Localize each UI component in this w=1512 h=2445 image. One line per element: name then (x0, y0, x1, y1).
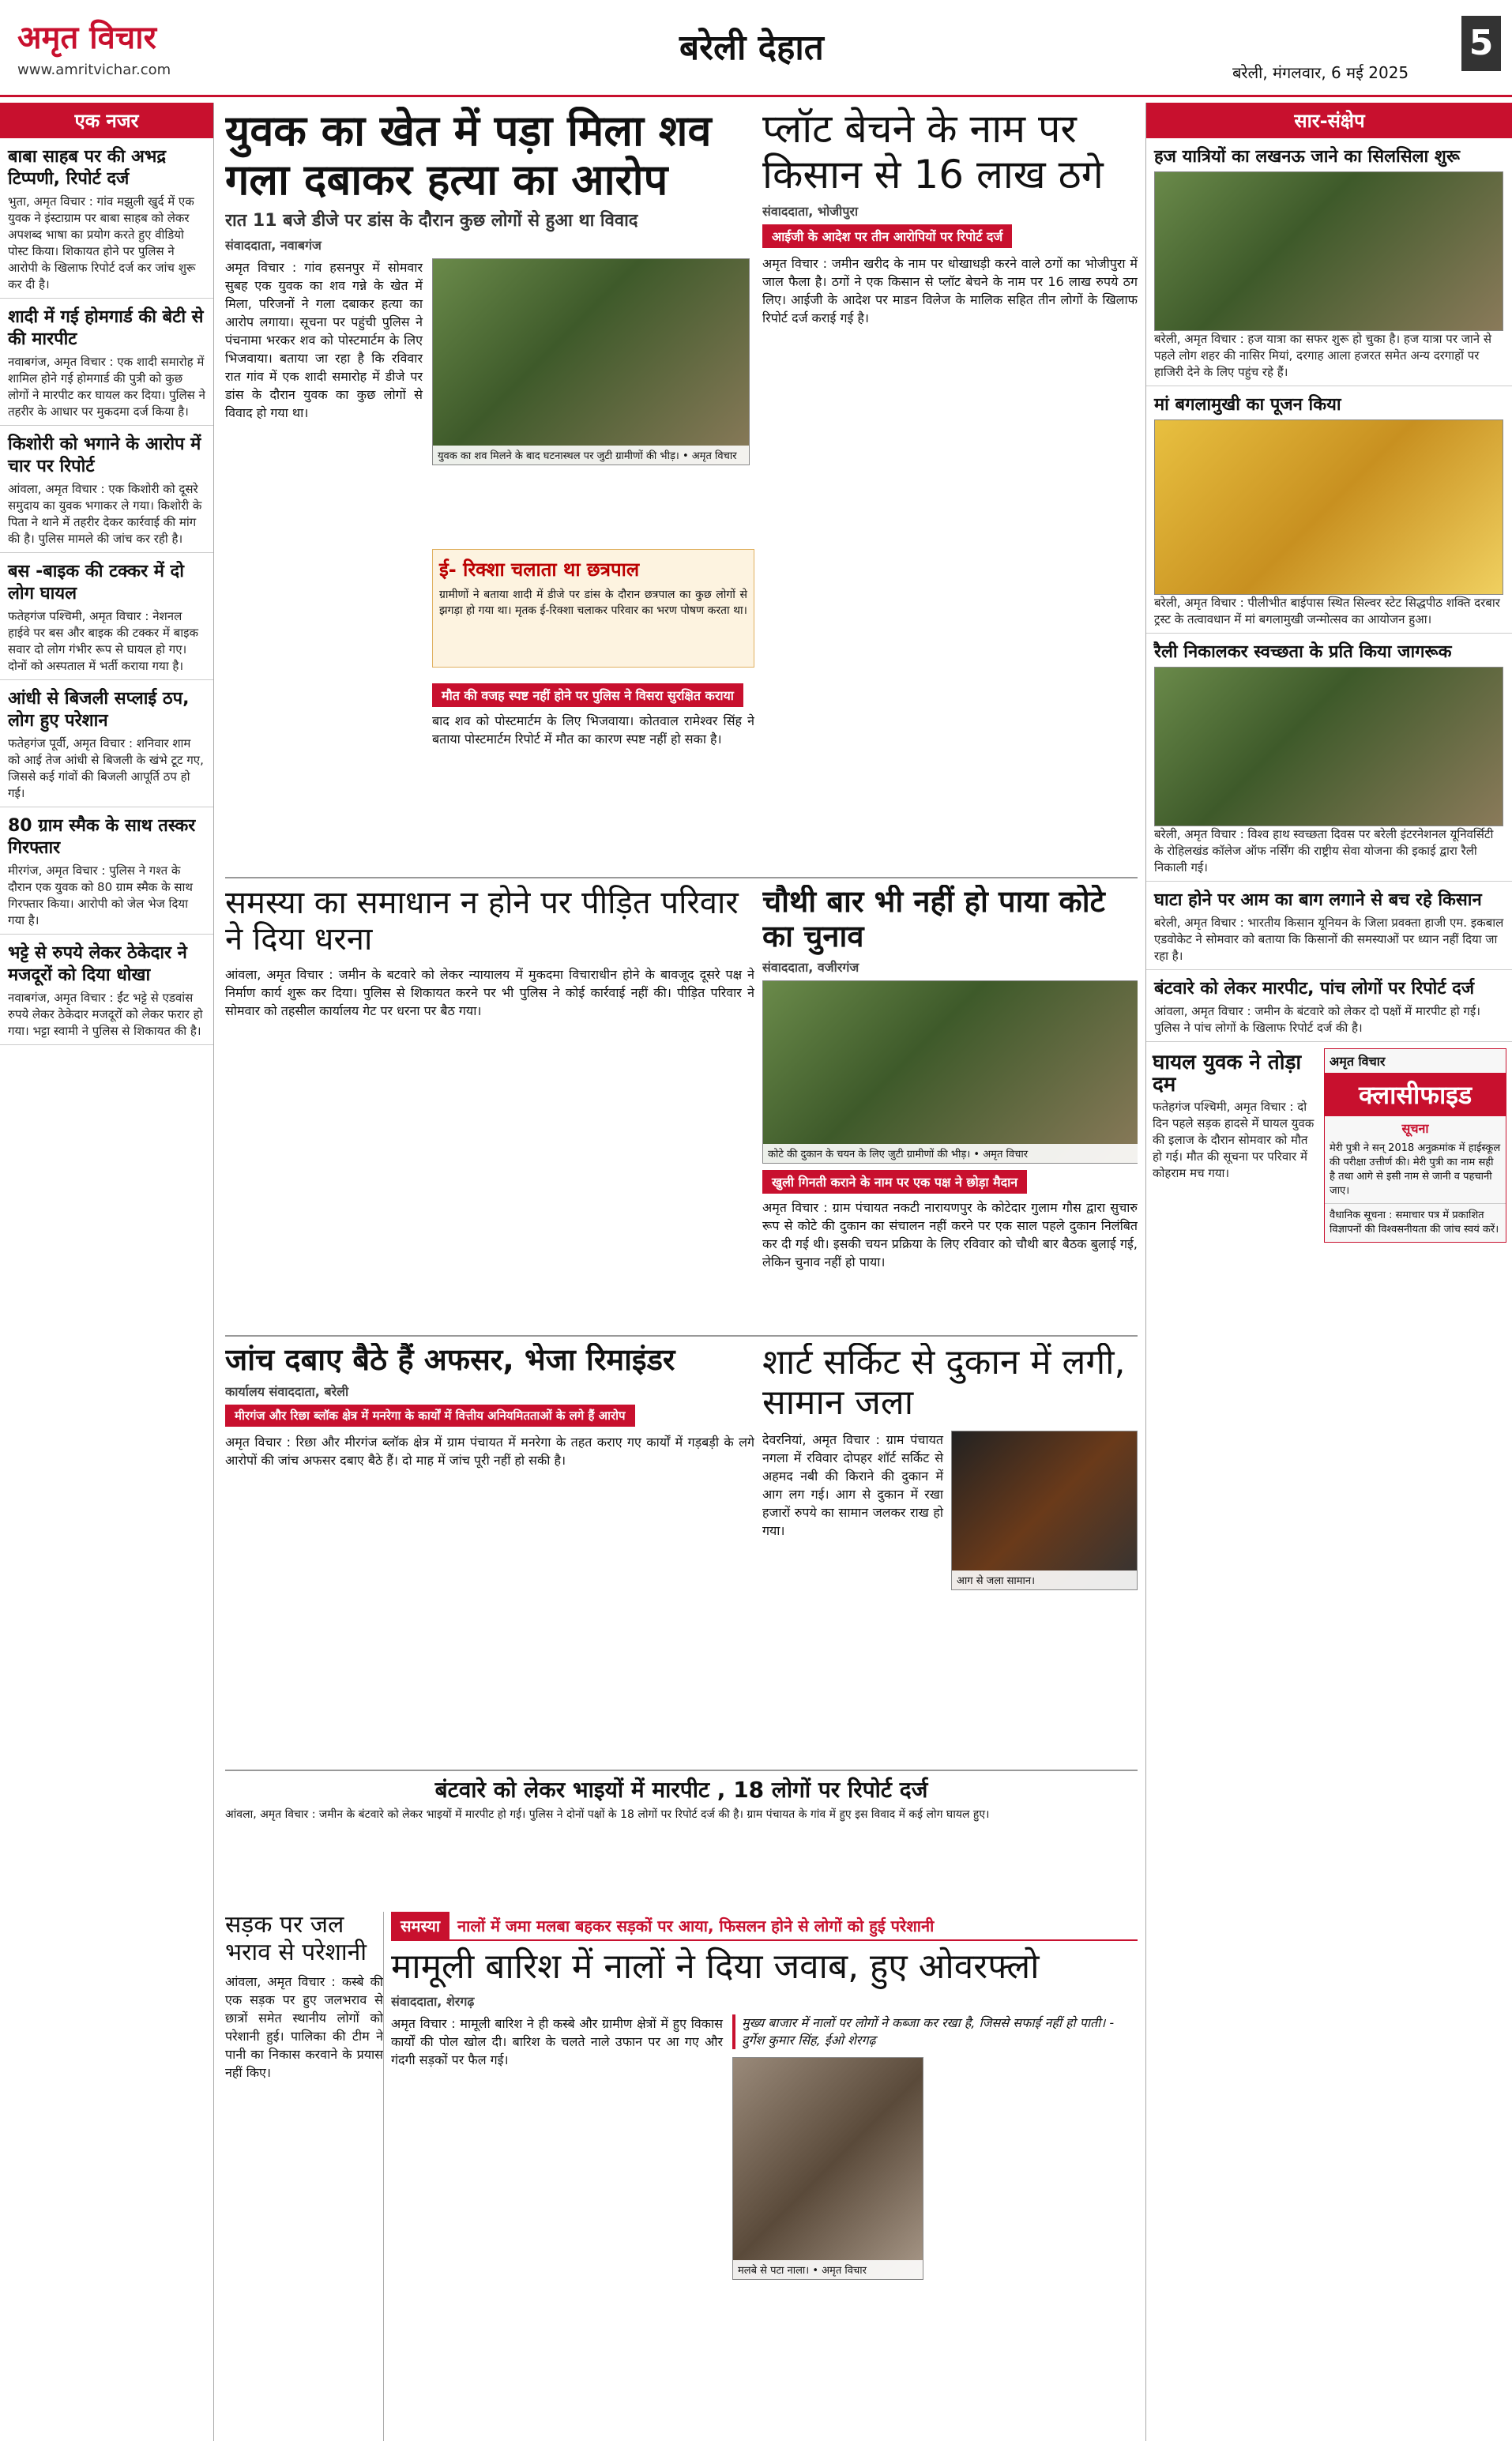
short-circuit-photo[interactable] (951, 1431, 1138, 1590)
brief-item[interactable] (1153, 1048, 1318, 1243)
lead-photo[interactable] (432, 258, 750, 465)
brief-item[interactable] (1146, 970, 1512, 1042)
short-circuit-text: देवरनियां, अमृत विचार : ग्राम पंचायत नगला में रविवार दोपहर शॉर्ट सर्किट से अहमद नबी की किराने की दुकान में आग लग गई। आग से दुकान में रखा हजारों रुपये का सामान जलकर राख हो गया। (762, 1432, 944, 1539)
divider (225, 1335, 1138, 1337)
brief-item[interactable] (0, 426, 213, 553)
brief-item[interactable] (1146, 634, 1512, 882)
brief-item[interactable] (0, 935, 213, 1045)
death-box (432, 683, 754, 748)
lead-headline: युवक का खेत में पड़ा मिला शव गला दबाकर हत्या का आरोप (225, 107, 712, 205)
short-circuit-photo-caption: आग से जला सामान। (952, 1570, 1137, 1589)
death-box-title: मौत की वजह स्पष्ट नहीं होने पर पुलिस ने विसरा सुरक्षित कराया (432, 683, 743, 707)
classified-title: क्लासीफाइड (1325, 1073, 1506, 1116)
brief-title: रैली निकालकर स्वच्छता के प्रति किया जागरूक (1154, 642, 1452, 662)
section-tag: सार-संक्षेप (1146, 103, 1512, 138)
erickshaw-title: ई- रिक्शा चलाता था छत्रपाल (439, 559, 640, 581)
jaanch-place: कार्यालय संवाददाता, बरेली (225, 1383, 349, 1399)
website-url[interactable]: www.amritvichar.com (17, 62, 171, 78)
bantware-headline: बंटवारे को लेकर भाइयों में मारपीट , 18 लोगों पर रिपोर्ट दर्ज (434, 1777, 928, 1803)
brief-text: फतेहगंज पूर्वी, अमृत विचार : शनिवार शाम को आई तेज आंधी से बिजली के खंभे टूट गए, जिससे कई गांवों की बिजली आपूर्ति ठप हो गई। (8, 736, 204, 800)
brief-title: 80 ग्राम स्मैक के साथ तस्कर गिरफ्तार (8, 816, 196, 858)
brief-text: आंवला, अमृत विचार : एक किशोरी को दूसरे समुदाय का युवक भगाकर ले गया। किशोरी के पिता ने थाने में तहरीर देकर कार्रवाई की मांग की है। पुलिस मामले की जांच कर रही है। (8, 482, 202, 546)
kota-headline: चौथी बार भी नहीं हो पाया कोटे का चुनाव (762, 885, 1105, 954)
brief-text: बरेली, अमृत विचार : भारतीय किसान यूनियन के जिला प्रवक्ता हाजी एम. इकबाल एडवोकेट ने सोमवार को बताया कि किसानों की समस्याओं पर ध्यान नहीं दिया जा रहा है। (1154, 916, 1504, 963)
dateline: बरेली, मंगलवार, 6 मई 2025 (1232, 63, 1409, 82)
dharna-story[interactable] (225, 885, 754, 1327)
right-column (1145, 103, 1512, 2441)
brief-title: शादी में गई होमगार्ड की बेटी से की मारपीट (8, 307, 204, 349)
sadak-story[interactable] (225, 1912, 384, 2441)
brief-title: घायल युवक ने तोड़ा दम (1153, 1051, 1302, 1096)
baarish-photo[interactable] (732, 2057, 923, 2280)
brief-title: बंटवारे को लेकर मारपीट, पांच लोगों पर रिपोर्ट दर्ज (1154, 979, 1475, 999)
brief-text: नवाबगंज, अमृत विचार : एक शादी समारोह में शामिल होने गई होमगार्ड की पुत्री को कुछ लोगों ने मारपीट कर घायल कर दिया। पुलिस ने तहरीर के आधार पर मुकदमा दर्ज किया है। (8, 355, 205, 419)
erickshaw-box (432, 549, 754, 668)
classified-notice-text: मेरी पुत्री ने सन् 2018 अनुक्रमांक में हाईस्कूल की परीक्षा उत्तीर्ण की। मेरी पुत्री का नाम सही है तथा आगे से इसी नाम से जानी व पहचानी जाए। (1330, 1142, 1501, 1197)
plot-boxhead: आईजी के आदेश पर तीन आरोपियों पर रिपोर्ट दर्ज (762, 224, 1012, 248)
sadak-headline: सड़क पर जल भराव से परेशानी (225, 1912, 367, 1966)
brief-text: नवाबगंज, अमृत विचार : ईंट भट्टे से एडवांस रुपये लेकर ठेकेदार मजदूरों को लेकर फरार हो गया। भट्टा स्वामी ने पुलिस से शिकायत की है। (8, 991, 203, 1038)
baarish-story[interactable] (391, 1912, 1138, 2441)
brief-title: मां बगलामुखी का पूजन किया (1154, 395, 1341, 415)
plot-place: संवाददाता, भोजीपुरा (762, 204, 859, 219)
dharna-headline: समस्या का समाधान न होने पर पीड़ित परिवार ने दिया धरना (225, 885, 739, 957)
lead-photo-caption: युवक का शव मिलने के बाद घटनास्थल पर जुटी ग्रामीणों की भीड़। • अमृत विचार (433, 446, 749, 465)
brief-text: मीरगंज, अमृत विचार : पुलिस ने गश्त के दौरान एक युवक को 80 ग्राम स्मैक के साथ गिरफ्तार किया। आरोपी को जेल भेज दिया गया है। (8, 863, 193, 927)
baarish-text: अमृत विचार : मामूली बारिश ने ही कस्बे और ग्रामीण क्षेत्रों में हुए विकास कार्यों की पोल खोल दी। बारिश के चलते नाले उफान पर आ गए और गंदगी सड़कों पर फैल गई। (391, 2015, 723, 2067)
brief-item[interactable] (1146, 138, 1512, 386)
newspaper-logo[interactable]: अमृत विचार (17, 19, 156, 56)
short-circuit-headline: शार्ट सर्किट से दुकान में लगी, सामान जला (762, 1343, 1126, 1423)
bantware-story[interactable] (225, 1770, 1138, 1898)
classified-notice-head: सूचना (1401, 1121, 1429, 1136)
brief-item[interactable] (0, 680, 213, 807)
brief-photo[interactable] (1154, 419, 1503, 595)
plot-story[interactable] (762, 107, 1138, 865)
brief-text: भुता, अमृत विचार : गांव मझुली खुर्द में एक युवक ने इंस्टाग्राम पर बाबा साहब को लेकर अपशब्द भाषा का प्रयोग करते हुए वीडियो पोस्ट किया। शिकायत होने पर पुलिस ने आरोपी के खिलाफ रिपोर्ट दर्ज कर जांच शुरू कर दी है। (8, 194, 196, 292)
kota-boxhead: खुली गिनती कराने के नाम पर एक पक्ष ने छोड़ा मैदान (762, 1170, 1027, 1194)
brief-item[interactable] (1146, 386, 1512, 634)
brief-title: हज यात्रियों का लखनऊ जाने का सिलसिला शुरू (1154, 147, 1460, 167)
lead-story[interactable] (225, 107, 754, 897)
erickshaw-text: ग्रामीणों ने बताया शादी में डीजे पर डांस के दौरान छत्रपाल का कुछ लोगों से झगड़ा हो गया था। मृतक ई-रिक्शा चलाकर परिवार का भरण पोषण करता था। (439, 589, 747, 617)
baarish-place: संवाददाता, शेरगढ़ (391, 1993, 475, 2009)
baarish-headline: मामूली बारिश में नालों ने दिया जवाब, हुए ओवरफ्लो (391, 1947, 1040, 1987)
edition-title: बरेली देहात (679, 28, 824, 68)
brief-title: बस -बाइक की टक्कर में दो लोग घायल (8, 562, 184, 604)
baarish-tag: समस्या (391, 1912, 449, 1939)
classified-box[interactable] (1324, 1048, 1506, 1243)
baarish-photo-caption: मलबे से पटा नाला। • अमृत विचार (733, 2260, 923, 2279)
brief-item[interactable] (0, 553, 213, 680)
brief-title: बाबा साहब पर की अभद्र टिप्पणी, रिपोर्ट दर्ज (8, 147, 167, 189)
left-column (0, 103, 214, 2441)
brief-text: आंवला, अमृत विचार : जमीन के बंटवारे को लेकर दो पक्षों में मारपीट हो गई। पुलिस ने पांच लोगों के खिलाफ रिपोर्ट दर्ज की है। (1154, 1004, 1480, 1035)
lead-text: अमृत विचार : गांव हसनपुर में सोमवार सुबह एक युवक का शव गन्ने के खेत में मिला, परिजनों ने गला दबाकर हत्या का आरोप लगाया। सूचना पर पहुंची पुलिस ने पंचनामा भरकर शव को पोस्टमार्टम के लिए भिजवाया। बताया जा रहा है कि रविवार रात गांव में एक शादी समारोह में डीजे पर डांस के दौरान युवक का कुछ लोगों से विवाद हो गया था। (225, 260, 423, 421)
brief-item[interactable] (1146, 882, 1512, 970)
baarish-quote: मुख्य बाजार में नालों पर लोगों ने कब्जा कर रखा है, जिससे सफाई नहीं हो पाती। - दुर्गेश कुमार सिंह, ईओ शेरगढ़ (732, 2014, 1127, 2049)
brief-title: आंधी से बिजली सप्लाई ठप, लोग हुए परेशान (8, 689, 190, 731)
brief-text: फतेहगंज पश्चिमी, अमृत विचार : दो दिन पहले सड़क हादसे में घायल युवक की इलाज के दौरान सोमवार को मौत हो गई। मौत की सूचना पर परिवार में कोहराम मच गया। (1153, 1100, 1315, 1180)
classified-disclaimer: वैधानिक सूचना : समाचार पत्र में प्रकाशित विज्ञापनों की विश्वसनीयता की जांच स्वयं करें। (1325, 1203, 1506, 1242)
brief-item[interactable] (0, 138, 213, 299)
brief-text: बरेली, अमृत विचार : हज यात्रा का सफर शुरू हो चुका है। हज यात्रा पर जाने से पहले लोग शहर की नासिर मियां, दरगाह आला हजरत समेत अन्य दरगाहों पर हाजिरी देने के लिए पहुंच रहे हैं। (1154, 332, 1491, 379)
kota-photo-caption: कोटे की दुकान के चयन के लिए जुटी ग्रामीणों की भीड़। • अमृत विचार (763, 1144, 1138, 1163)
death-box-text: बाद शव को पोस्टमार्टम के लिए भिजवाया। कोतवाल रामेश्वर सिंह ने बताया पोस्टमार्टम रिपोर्ट में मौत का कारण स्पष्ट नहीं हो सका है। (432, 713, 754, 747)
brief-item[interactable] (0, 807, 213, 935)
brief-text: बरेली, अमृत विचार : पीलीभीत बाईपास स्थित सिल्वर स्टेट सिद्धपीठ शक्ति दरबार ट्रस्ट के तत्वावधान में मां बगलामुखी जन्मोत्सव का आयोजन हुआ। (1154, 596, 1500, 626)
section-tag: एक नजर (0, 103, 213, 138)
lead-subhead: रात 11 बजे डीजे पर डांस के दौरान कुछ लोगों से हुआ था विवाद (225, 211, 638, 231)
kota-story[interactable] (762, 885, 1138, 1327)
brief-title: भट्टे से रुपये लेकर ठेकेदार ने मजदूरों को दिया धोखा (8, 943, 187, 985)
page-number: 5 (1461, 16, 1501, 71)
brief-photo[interactable] (1154, 667, 1503, 826)
plot-headline: प्लॉट बेचने के नाम पर किसान से 16 लाख ठगे (762, 107, 1104, 197)
kota-photo[interactable] (762, 980, 1138, 1164)
jaanch-headline: जांच दबाए बैठे हैं अफसर, भेजा रिमाइंडर (225, 1343, 675, 1377)
brief-title: घाटा होने पर आम का बाग लगाने से बच रहे किसान (1154, 890, 1482, 910)
brief-text: फतेहगंज पश्चिमी, अमृत विचार : नेशनल हाईवे पर बस और बाइक की टक्कर में बाइक सवार दो लोग गंभीर रूप से घायल हो गए। दोनों को अस्पताल में भर्ती कराया गया है। (8, 609, 198, 673)
classified-brand: अमृत विचार (1330, 1054, 1386, 1069)
bantware-text: आंवला, अमृत विचार : जमीन के बंटवारे को लेकर भाइयों में मारपीट हो गई। पुलिस ने दोनों पक्षों के 18 लोगों पर रिपोर्ट दर्ज की है। ग्राम पंचायत के गांव में हुए इस विवाद में कई लोग घायल हुए। (225, 1808, 990, 1822)
brief-photo[interactable] (1154, 171, 1503, 331)
sadak-text: आंवला, अमृत विचार : कस्बे की एक सड़क पर हुए जलभराव से छात्रों समेत स्थानीय लोगों को परेशानी हुई। पालिका की टीम ने पानी का निकास करवाने के प्रयास नहीं किए। (225, 1974, 383, 2080)
plot-text: अमृत विचार : जमीन खरीद के नाम पर धोखाधड़ी करने वाले ठगों का भोजीपुरा में जाल फैला है। ठगों ने एक किसान से प्लॉट बेचने के नाम पर 16 लाख रुपये ठग लिए। आईजी के आदेश पर माडन विलेज के मालिक सहित तीन लोगों के खिलाफ रिपोर्ट दर्ज कराई गई है। (762, 256, 1138, 325)
kota-place: संवाददाता, वजीरगंज (762, 960, 859, 976)
divider (225, 877, 1138, 878)
lead-place: संवाददाता, नवाबगंज (225, 238, 322, 254)
jaanch-text: अमृत विचार : रिछा और मीरगंज ब्लॉक क्षेत्र में ग्राम पंचायत में मनरेगा के तहत कराए गए कार्यों में गड़बड़ी के लगे आरोपों की जांच अफसर दबाए बैठे हैं। दो माह में जांच पूरी नहीं हो सकी है। (225, 1434, 754, 1468)
brief-item[interactable] (0, 299, 213, 426)
kota-text: अमृत विचार : ग्राम पंचायत नकटी नारायणपुर के कोटेदार गुलाम गौस द्वारा सुचारु रूप से कोटे की दुकान का संचालन नहीं करने पर एक साल पहले दुकान निलंबित कर दी गई थी। इसकी चयन प्रक्रिया के लिए रविवार को चौथी बार बैठक बुलाई गई, लेकिन चुनाव नहीं हो पाया। (762, 1200, 1138, 1270)
dharna-text: आंवला, अमृत विचार : जमीन के बटवारे को लेकर न्यायालय में मुकदमा विचाराधीन होने के बावजूद दूसरे पक्ष ने निर्माण कार्य शुरू कर दिया। पुलिस से शिकायत करने पर भी पुलिस ने कोई कार्रवाई नहीं की। पीड़ित परिवार ने सोमवार को तहसील कार्यालय गेट पर धरना पर बैठ गया। (225, 967, 754, 1018)
brief-text: बरेली, अमृत विचार : विश्व हाथ स्वच्छता दिवस पर बरेली इंटरनेशनल यूनिवर्सिटी के रोहिलखंड कॉलेज ऑफ नर्सिंग की राष्ट्रीय सेवा योजना की इकाई द्वारा रैली निकाली गई। (1154, 827, 1494, 875)
baarish-strapline: नालों में जमा मलबा बहकर सड़कों पर आया, फिसलन होने से लोगों को हुई परेशानी (457, 1917, 935, 1935)
jaanch-boxhead: मीरगंज और रिछा ब्लॉक क्षेत्र में मनरेगा के कार्यों में वित्तीय अनियमितताओं के लगे हैं आरोप (225, 1405, 635, 1427)
brief-title: किशोरी को भगाने के आरोप में चार पर रिपोर्ट (8, 434, 201, 476)
